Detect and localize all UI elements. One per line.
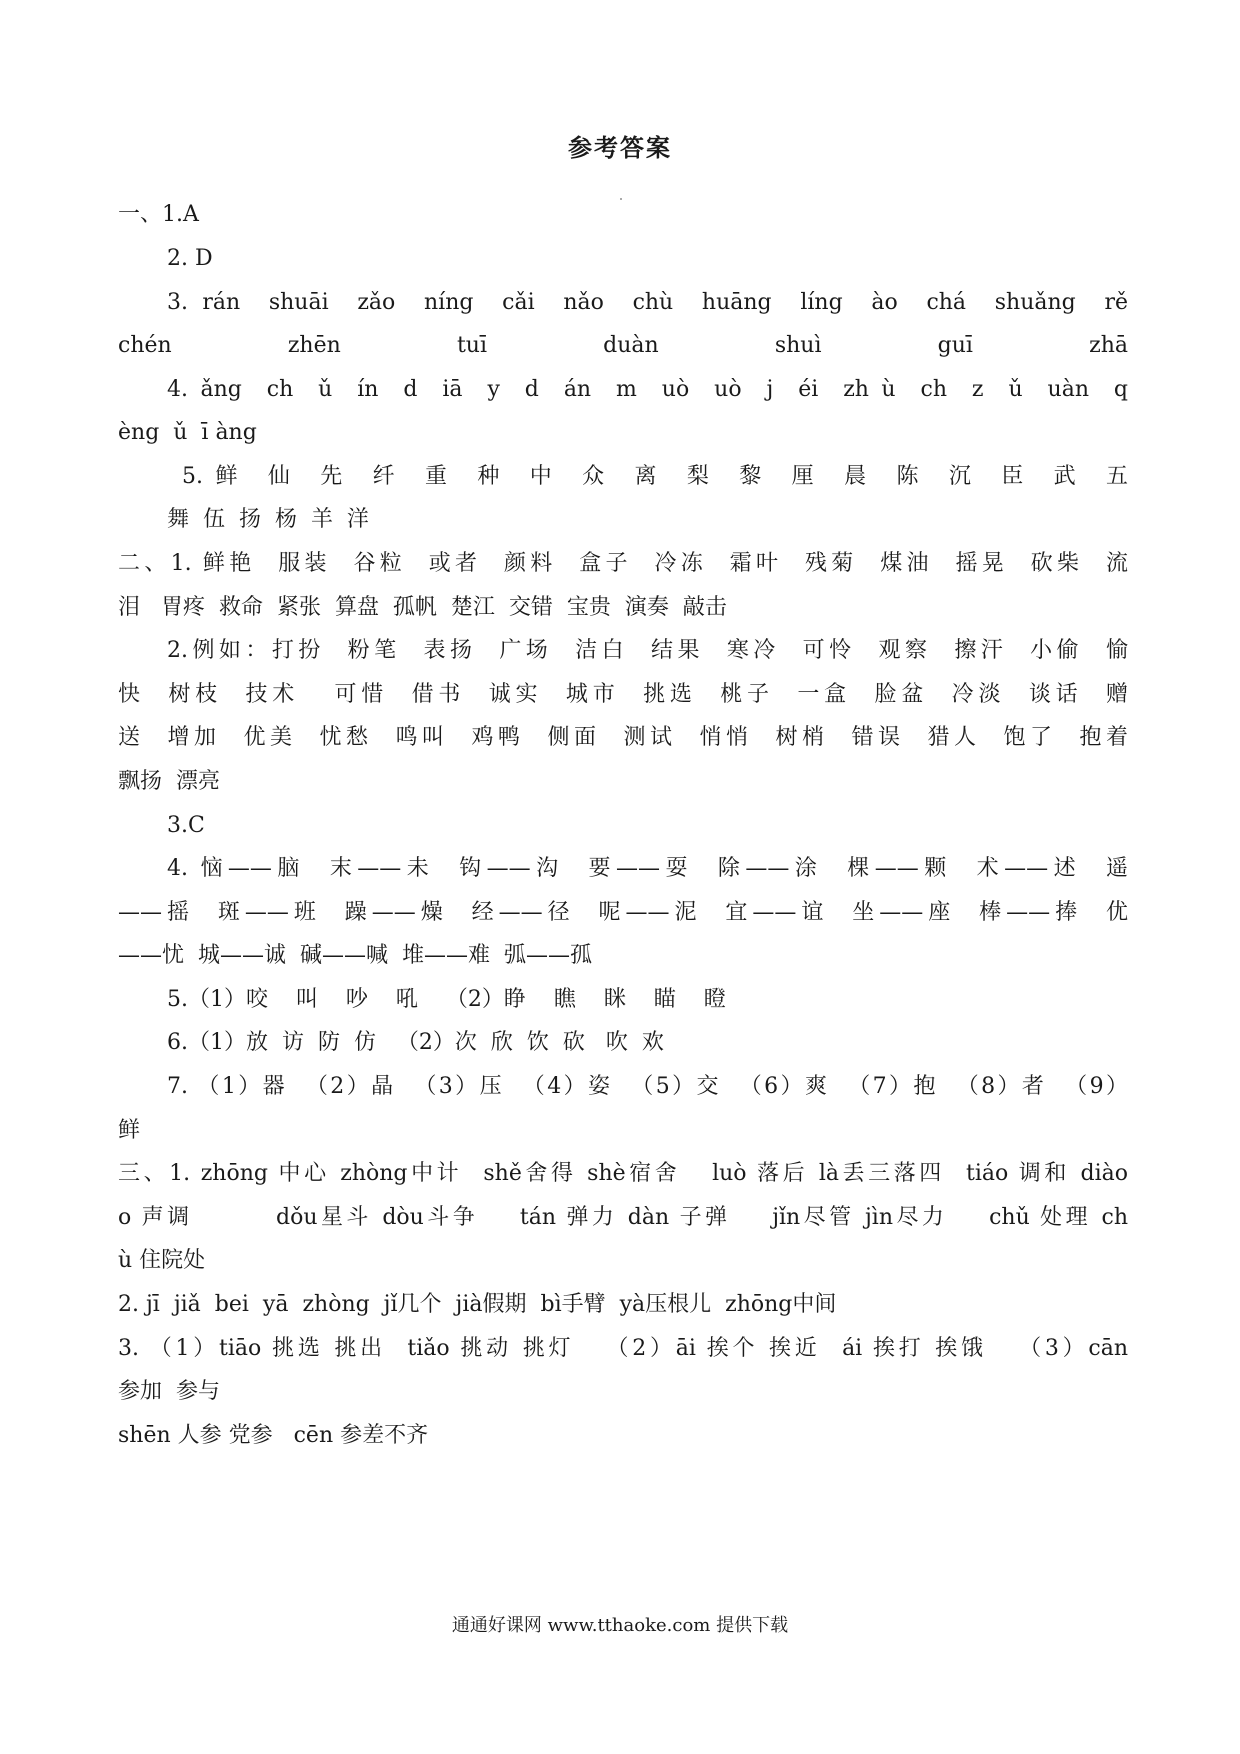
answer-line: 3.C [167,813,205,838]
answer-line: 4. 恼——脑 末——未 钩——沟 要——耍 除——涂 棵——颗 术——述 遥 [167,856,1128,881]
answer-line: chén zhēn tuī duàn shuì guī zhā [118,333,1128,358]
answer-line: shēn 人参 党参 cēn 参差不齐 [118,1423,429,1448]
answer-line: ù 住院处 [118,1248,206,1273]
answer-line: 飘扬 漂亮 [118,769,220,794]
answer-line: 5. 鲜 仙 先 纤 重 种 中 众 离 梨 黎 厘 晨 陈 沉 臣 武 五 [182,464,1128,489]
answer-line: 2. D [167,246,213,271]
answer-line: 一、1.A [118,202,199,227]
answer-line: 三、1. zhōng 中心 zhòng中计 shě舍得 shè宿舍 luò 落后 là丢三落四 tiáo 调和 diào [118,1161,1128,1186]
answer-line: 6.（1）放 访 防 仿 （2）次 欣 饮 砍 吹 欢 [167,1030,664,1055]
answer-line: 参加 参与 [118,1379,220,1404]
answer-line: 2. jī jiǎ bei yā zhòng jǐ几个 jià假期 bì手臂 yà压根儿 zhōng中间 [118,1292,837,1317]
answer-line: èng ǔ ī àng [118,420,257,445]
answer-line: 4. ǎng ch ǔ ín d iā y d án m uò uò j éi zh ù ch z ǔ uàn q [167,377,1128,402]
answer-line: 5.（1）咬 叫 吵 吼 （2）睁 瞧 眯 瞄 瞪 [167,987,726,1012]
answer-line: ——忧 城——诚 碱——喊 堆——难 弧——孤 [118,943,592,968]
footer-source: 通通好课网 www.tthaoke.com 提供下载 [451,1615,789,1636]
answer-line: 泪 胃疼 救命 紧张 算盘 孤帆 楚江 交错 宝贵 演奏 敲击 [118,595,727,620]
answer-line: 送 增加 优美 忧愁 鸣叫 鸡鸭 侧面 测试 悄悄 树梢 错误 猎人 饱了 抱着 [118,725,1128,750]
answer-line: 2.例如：打扮 粉笔 表扬 广场 洁白 结果 寒冷 可怜 观察 擦汗 小偷 愉 [167,638,1128,663]
answer-line: ——摇 斑——班 躁——燥 经——径 呢——泥 宜——谊 坐——座 棒——捧 优 [118,900,1128,925]
page-title: 参考答案 [568,133,672,162]
answer-line: 3. （1）tiāo 挑选 挑出 tiǎo 挑动 挑灯 （2）āi 挨个 挨近 ái 挨打 挨饿 （3）cān [118,1336,1128,1361]
answer-line: 舞 伍 扬 杨 羊 洋 [167,507,369,532]
answer-line: o 声调 dǒu星斗 dòu斗争 tán 弹力 dàn 子弹 jǐn尽管 jìn尽力 chǔ 处理 ch [118,1205,1128,1230]
answer-line: 鲜 [118,1118,141,1143]
answer-line: 快 树枝 技术 可惜 借书 诚实 城市 挑选 桃子 一盒 脸盆 冷淡 谈话 赠 [118,682,1128,707]
answer-line: 3. rán shuāi zǎo níng cǎi nǎo chù huāng líng ào chá shuǎng rě [167,290,1128,315]
answer-line: 7. （1）器 （2）晶 （3）压 （4）姿 （5）交 （6）爽 （7）抱 （8）者 （9） [167,1074,1128,1099]
answer-line: 二、1. 鲜艳 服装 谷粒 或者 颜料 盒子 冷冻 霜叶 残菊 煤油 摇晃 砍柴 流 [118,551,1128,576]
